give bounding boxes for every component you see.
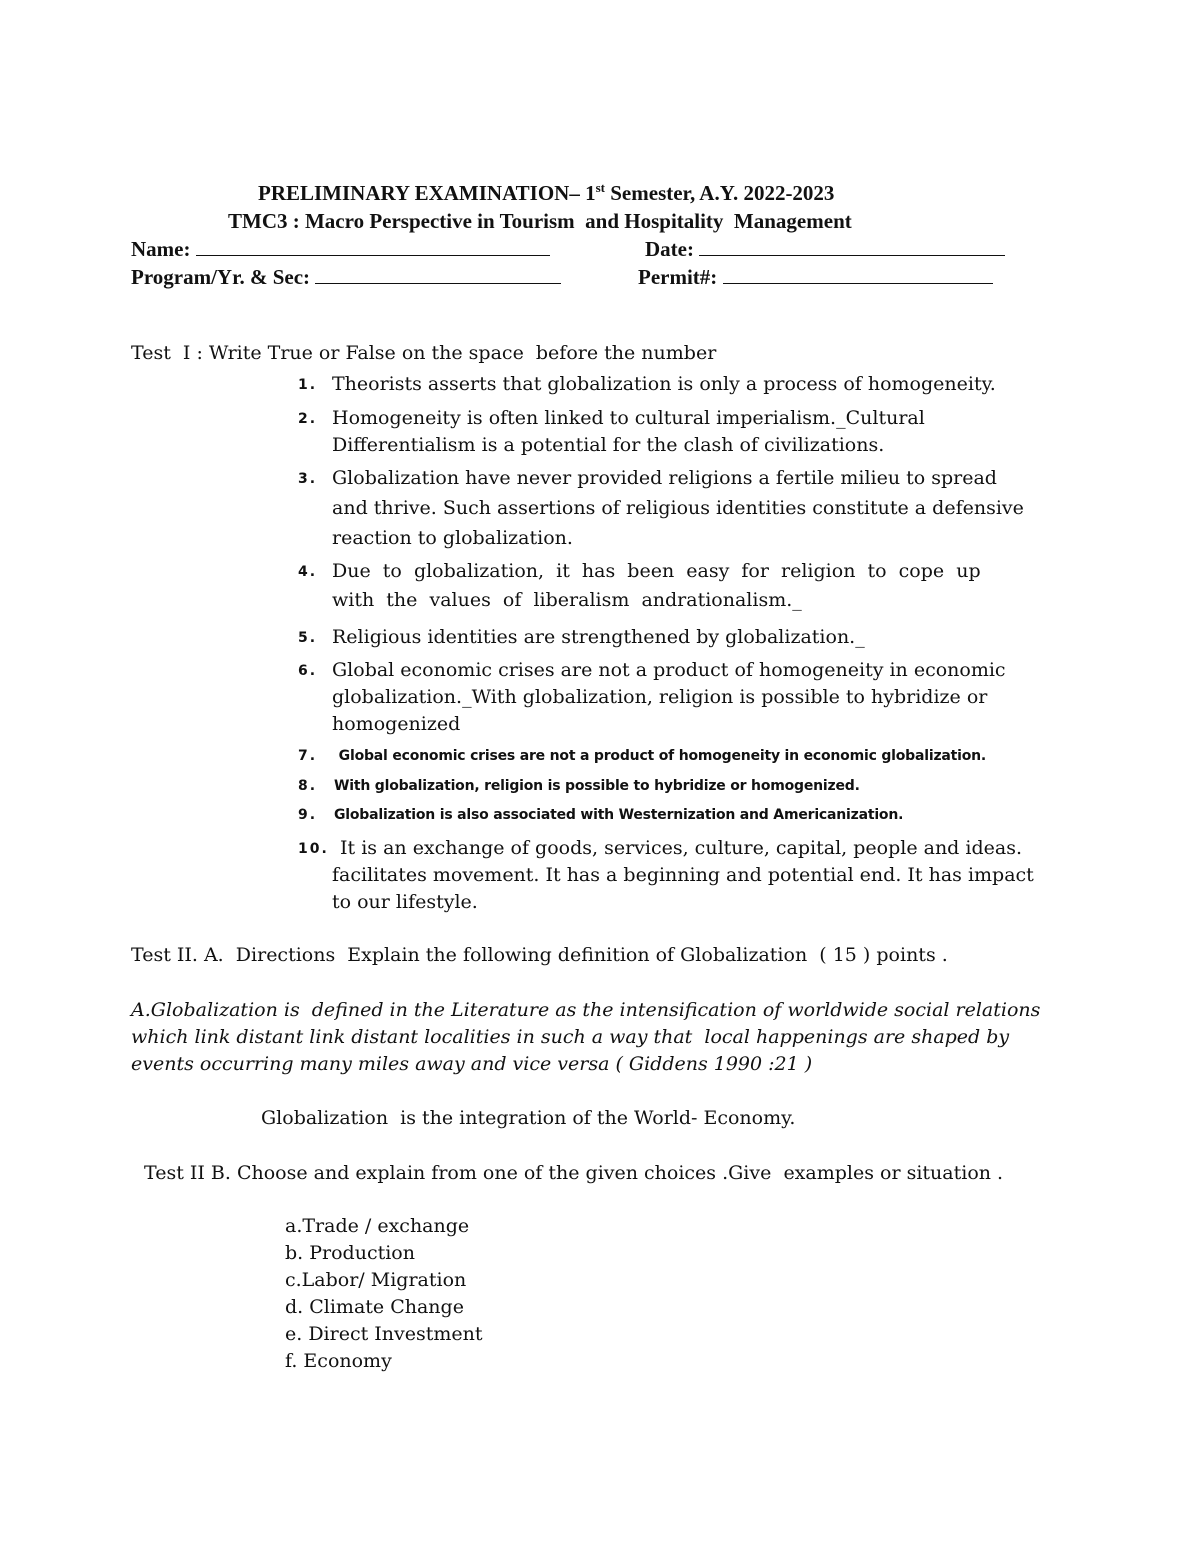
exam-title-main: PRELIMINARY EXAMINATION– 1 — [258, 181, 596, 205]
item-text: Theorists asserts that globalization is only a process of homogeneity. — [332, 373, 996, 395]
exam-title — [258, 180, 834, 206]
date-label: Date: — [645, 237, 694, 261]
item-text: homogenized — [332, 713, 461, 735]
item-text: Differentialism is a potential for the clash of civilizations. — [332, 434, 885, 456]
item-text: with the values of liberalism andrationalism._ — [332, 589, 802, 611]
item-text: Homogeneity is often linked to cultural imperialism._Cultural — [332, 407, 925, 429]
item-text: It is an exchange of goods, services, culture, capital, people and ideas. — [334, 837, 1022, 859]
date-field[interactable] — [645, 237, 1005, 262]
item-text: and thrive. Such assertions of religious identities constitute a defensive — [332, 497, 1024, 519]
item-text: Global economic crises are not a product of homogeneity in economic globalization. — [334, 748, 987, 764]
choice-item: d. Climate Change — [285, 1296, 464, 1318]
item-number: 5. — [298, 630, 318, 646]
giddens-quote-line: events occurring many miles away and vice versa ( Giddens 1990 :21 ) — [131, 1053, 813, 1075]
name-field[interactable] — [131, 237, 550, 262]
name-label: Name: — [131, 237, 191, 261]
program-field[interactable] — [131, 265, 561, 290]
choice-item: b. Production — [285, 1242, 415, 1264]
exam-title-rest: Semester, A.Y. 2022-2023 — [605, 181, 835, 205]
choice-item: a.Trade / exchange — [285, 1215, 470, 1237]
choice-item: f. Economy — [285, 1350, 392, 1372]
course-title: TMC3 : Macro Perspective in Tourism and Hospitality Management — [228, 209, 852, 233]
giddens-quote-line: which link distant link distant localities in such a way that local happenings are shaped by — [131, 1026, 1010, 1048]
item-text: Globalization is also associated with Westernization and Americanization. — [334, 807, 904, 823]
item-text: Globalization have never provided religions a fertile milieu to spread — [332, 467, 997, 489]
item-number: 6. — [298, 663, 318, 679]
choice-item: e. Direct Investment — [285, 1323, 483, 1345]
item-text: Due to globalization, it has been easy for religion to cope up — [332, 560, 981, 582]
program-label: Program/Yr. & Sec: — [131, 265, 311, 289]
choice-item: c.Labor/ Migration — [285, 1269, 467, 1291]
globalization-definition: Globalization is the integration of the World- Economy. — [261, 1107, 796, 1129]
name-blank[interactable] — [196, 237, 550, 256]
giddens-quote-line: A.Globalization is defined in the Literature as the intensification of worldwide social relations — [131, 999, 1041, 1021]
permit-label: Permit#: — [638, 265, 718, 289]
item-number: 4. — [298, 564, 318, 580]
item-text: globalization._With globalization, religion is possible to hybridize or — [332, 686, 988, 708]
item-text: reaction to globalization. — [332, 527, 573, 549]
item-text: facilitates movement. It has a beginning and potential end. It has impact — [332, 864, 1034, 886]
permit-field[interactable] — [638, 265, 993, 290]
item-number: 7. — [298, 748, 318, 764]
date-blank[interactable] — [699, 237, 1005, 256]
item-number: 9. — [298, 807, 318, 823]
permit-blank[interactable] — [723, 265, 993, 284]
test2b-instruction: Test II B. Choose and explain from one of the given choices .Give examples or situation . — [144, 1162, 1004, 1184]
item-text: Religious identities are strengthened by globalization._ — [332, 626, 865, 648]
item-number: 10. — [298, 841, 329, 857]
item-text: With globalization, religion is possible to hybridize or homogenized. — [334, 778, 860, 794]
exam-title-sup: st — [595, 180, 605, 195]
item-number: 8. — [298, 778, 318, 794]
item-number: 3. — [298, 471, 318, 487]
item-number: 2. — [298, 411, 318, 427]
item-text: to our lifestyle. — [332, 891, 478, 913]
program-blank[interactable] — [315, 265, 561, 284]
item-number: 1. — [298, 377, 318, 393]
test2a-instruction: Test II. A. Directions Explain the following definition of Globalization ( 15 ) points . — [131, 944, 948, 966]
item-text: Global economic crises are not a product of homogeneity in economic — [332, 659, 1006, 681]
test1-instruction: Test I : Write True or False on the space before the number — [131, 342, 717, 364]
